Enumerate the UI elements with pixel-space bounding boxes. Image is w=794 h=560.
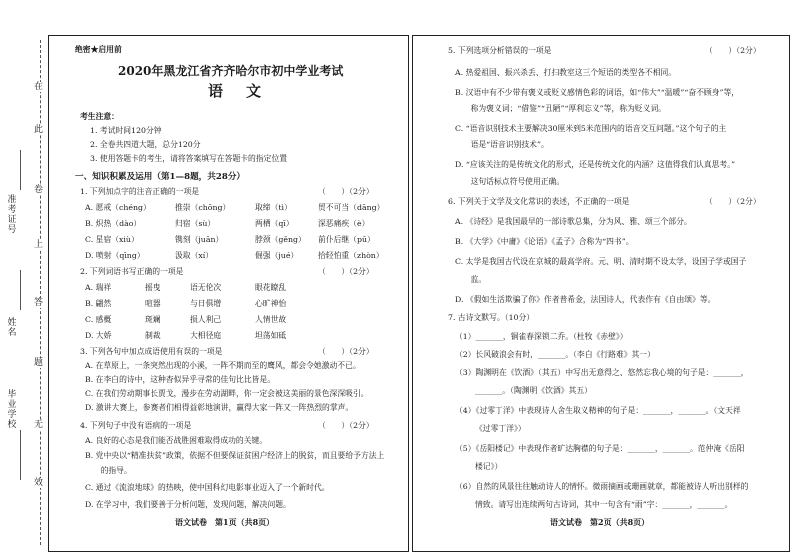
question-stem: 4. 下列句子中没有语病的一项是 bbox=[80, 421, 192, 430]
option-line: B. 汉语中有不少带有褒义或贬义感情色彩的词语，如“伟大”“温暖”“奋不顾身”等， bbox=[455, 88, 740, 97]
option-line: 语是“语音识别技术”。 bbox=[455, 140, 549, 149]
binding-char: 题 bbox=[34, 358, 44, 368]
option-cell: 制裁 bbox=[145, 331, 161, 340]
option-cell: B. 翩然 bbox=[85, 299, 112, 308]
fill-line: 楼记》） bbox=[475, 462, 503, 471]
question-score: （ ）（2分） bbox=[318, 421, 374, 430]
option-line: C. “语音识别技术主要解决30厘米到5米范围内的语音交互问题。”这个句子的主 bbox=[455, 124, 727, 133]
candidate-number-line bbox=[20, 150, 21, 190]
binding-char: 答 bbox=[34, 298, 44, 308]
option-cell: D. 喷射（qīng） bbox=[85, 251, 145, 260]
option-cell: 大相径庭 bbox=[190, 331, 222, 340]
notice-item: 2. 全卷共四道大题，总分120分 bbox=[90, 140, 201, 149]
option-line: A. 在草原上，一条突然出现的小溪，一阵不期而至的鹰风，都会令她激动不已。 bbox=[85, 361, 361, 370]
option-cell: 归宿（sù） bbox=[175, 219, 216, 228]
option-cell: 镌刻（juān） bbox=[175, 235, 224, 244]
question-stem: 3. 下列各句中加点成语使用有误的一项是 bbox=[80, 347, 223, 356]
fill-line: （4）《过零丁洋》中表现诗人舍生取义精神的句子是：_______，_______。（文天祥 bbox=[455, 406, 741, 415]
option-cell: 心旷神怡 bbox=[255, 299, 287, 308]
question-score: （ ）（2分） bbox=[318, 347, 374, 356]
option-line: 的指导。 bbox=[85, 466, 132, 475]
option-cell: 喧器 bbox=[145, 299, 161, 308]
secret-mark: 绝密★启用前 bbox=[75, 45, 122, 54]
page-footer: 语文试卷 第2页（共8页） bbox=[550, 517, 650, 527]
fill-line: （5）《岳阳楼记》中表现作者旷达胸襟的句子是：_______，_______。范仲淹《岳阳 bbox=[455, 444, 745, 453]
section-heading: 一、知识积累及运用（第1—8题，共28分） bbox=[75, 172, 246, 182]
option-line: D. “应该关注的是传统文化的形式，还是传统文化的内涵？这值得我们认真思考。” bbox=[455, 160, 736, 169]
binding-char: 效 bbox=[34, 478, 44, 488]
option-cell: B. 炽热（dào） bbox=[85, 219, 142, 228]
subject-title: 语 文 bbox=[208, 82, 266, 100]
question-score: （ ）（2分） bbox=[705, 197, 761, 206]
candidate-number-label: 准考证号 bbox=[7, 195, 17, 235]
option-line: A. 热爱祖国、振兴杀丢、打扫教室这三个短语的类型各不相同。 bbox=[455, 68, 677, 77]
option-line: 这句话标点符号使用正确。 bbox=[455, 177, 565, 186]
option-cell: 与日俱增 bbox=[190, 299, 222, 308]
notice-item: 3. 使用答题卡的考生，请将答案填写在答题卡的指定位置 bbox=[90, 154, 288, 163]
option-line: B. 《大学》《中庸》《论语》《孟子》合称为“四书”。 bbox=[455, 237, 634, 246]
option-line: 监。 bbox=[455, 275, 487, 284]
option-cell: 前仆后继（pū） bbox=[318, 235, 375, 244]
option-cell: 脖颈（gěng） bbox=[255, 235, 306, 244]
fill-line: （2）长风破浪会有时，_______。（李白《行路难》其一） bbox=[455, 350, 655, 359]
option-cell: 人情世故 bbox=[255, 315, 287, 324]
option-cell: 推崇（chōng） bbox=[175, 203, 231, 212]
fill-line: （1）_______，铜雀春深锁二乔。（杜牧《赤壁》） bbox=[455, 332, 628, 341]
question-stem: 6. 下列关于文学及文化常识的表述，不正确的一项是 bbox=[448, 197, 630, 206]
option-line: B. 在李白的诗中，这种杳似异乎寻常的佳句比比皆是。 bbox=[85, 375, 276, 384]
binding-char: 无 bbox=[34, 420, 44, 430]
option-cell: 贸不可当（dāng） bbox=[318, 203, 385, 212]
option-line: A. 《诗经》是我国最早的一部诗歌总集，分为风、雅、颂三个部分。 bbox=[455, 217, 692, 226]
option-cell: 眼花瞭乱 bbox=[255, 283, 287, 292]
option-cell: C. 感概 bbox=[85, 315, 112, 324]
option-cell: 拾轻怕重（zhòn） bbox=[318, 251, 384, 260]
option-cell: 两栖（qī） bbox=[255, 219, 294, 228]
binding-margin bbox=[0, 0, 44, 560]
option-cell: 斑斓 bbox=[145, 315, 161, 324]
notice-heading: 考生注意： bbox=[80, 112, 119, 121]
option-cell: D. 大娇 bbox=[85, 331, 112, 340]
option-cell: 摇曳 bbox=[145, 283, 161, 292]
option-line: 称为褒义词；“借鉴”“丑陋”“厚利忘义”等，称为贬义词。 bbox=[455, 104, 667, 113]
option-line: D. 激讲大赛上，参赛者们相得益彰地演讲，赢得大家一阵又一阵热烈的掌声。 bbox=[85, 403, 354, 412]
option-cell: 汲取（xí） bbox=[175, 251, 214, 260]
fill-line: （6）自然的风景往往触动诗人的情怀。微雨摘画或珊画就章，都能被诗人听出别样的 bbox=[455, 482, 749, 491]
option-cell: 语无伦次 bbox=[190, 283, 222, 292]
name-line bbox=[20, 270, 21, 310]
question-score: （ ）（2分） bbox=[318, 187, 374, 196]
school-label: 毕业学校 bbox=[7, 390, 17, 430]
question-score: （ ）（2分） bbox=[318, 267, 374, 276]
fill-line: 情致。请写出连续两句古诗词，其中一句含有“雨”字：_______，_______。 bbox=[475, 500, 733, 509]
binding-char: 此 bbox=[34, 125, 44, 135]
option-cell: A. 愿戒（chéng） bbox=[85, 203, 151, 212]
notice-item: 1. 考试时间120分钟 bbox=[90, 126, 162, 135]
fill-line: （3）陶渊明在《饮酒》（其五）中写出无意得之、悠然忘我心境的句子是：_______， bbox=[455, 368, 749, 377]
question-stem: 7. 古诗文默写。（10分） bbox=[448, 313, 535, 322]
fill-line: 《过零丁洋》） bbox=[475, 424, 526, 433]
fill-line: _______。（陶渊明《饮酒》其五） bbox=[475, 386, 592, 395]
option-line: C. 通过《流浪地球》的热映，使中国科幻电影事业迈入了一个新时代。 bbox=[85, 483, 330, 492]
option-line: D. 在学习中，我们要善于分析问题，发现问题，解决问题。 bbox=[85, 500, 291, 509]
page-footer: 语文试卷 第1页（共8页） bbox=[175, 517, 275, 527]
option-cell: 坦荡如砥 bbox=[255, 331, 287, 340]
binding-char: 上 bbox=[34, 240, 44, 250]
option-cell: 取缔（tì） bbox=[255, 203, 292, 212]
option-cell: 倔强（jué） bbox=[255, 251, 299, 260]
option-line: A. 良好的心态是我们能否战胜困难取得成功的关键。 bbox=[85, 436, 268, 445]
question-stem: 2. 下列词语书写正确的一项是 bbox=[80, 267, 184, 276]
binding-char: 卷 bbox=[34, 185, 44, 195]
option-cell: 损人利己 bbox=[190, 315, 222, 324]
name-label: 姓名 bbox=[7, 318, 17, 338]
option-cell: 深恶痛疾（è） bbox=[318, 219, 370, 228]
option-cell: C. 星宿（xiù） bbox=[85, 235, 139, 244]
option-cell: A. 瑞祥 bbox=[85, 283, 112, 292]
question-stem: 5. 下列选项分析错误的一项是 bbox=[448, 46, 552, 55]
option-line: C. 太学是我国古代设在京城的最高学府。元、明、清时期不设太学，设国子学或国子 bbox=[455, 257, 747, 266]
binding-char: 在 bbox=[34, 82, 44, 92]
question-stem: 1. 下列加点字的注音正确的一项是 bbox=[80, 187, 200, 196]
binding-dashed-line bbox=[40, 40, 41, 545]
option-line: D. 《假如生活欺骗了你》作者普希金，法国诗人，代表作有《自由颂》等。 bbox=[455, 295, 716, 304]
option-line: B. 党中央以“精准扶贫”政策，依据不但要保证贫困户经济上的脱贫，而且要给予方法上 bbox=[85, 451, 385, 460]
option-line: C. 在我们劳动期事长贾戈，漫步在劳动湖畔，你一定会被这美丽的景色深深吸引。 bbox=[85, 389, 369, 398]
question-score: （ ）（2分） bbox=[705, 46, 761, 55]
exam-title: 2020年黑龙江省齐齐哈尔市初中学业考试 bbox=[118, 64, 344, 78]
school-line bbox=[20, 430, 21, 480]
